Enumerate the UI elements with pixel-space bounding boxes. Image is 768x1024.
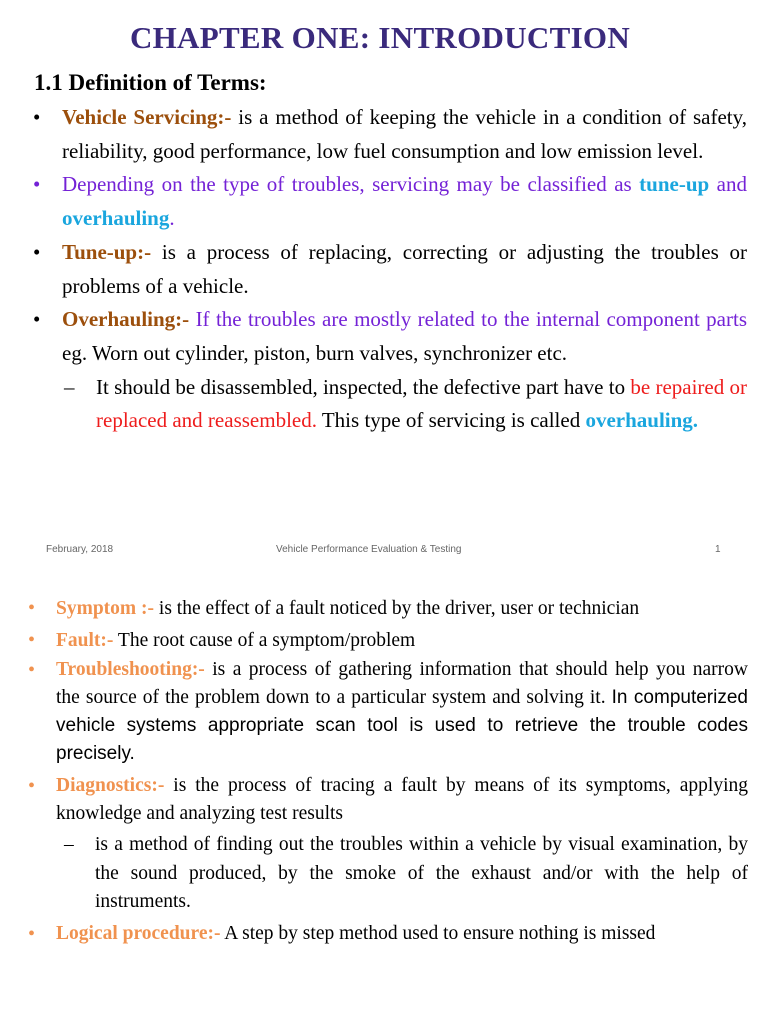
term-label: Tune-up:- xyxy=(62,239,152,264)
terms-list xyxy=(0,593,768,948)
bullet-logical-procedure xyxy=(0,920,768,948)
term-overhauling: overhauling xyxy=(62,206,170,231)
definition-text: is the process of tracing a fault by means of its symptoms, applying knowledge and analyzing test results xyxy=(56,775,748,824)
slide-footer xyxy=(0,544,768,558)
bullet-tune-up xyxy=(0,236,768,303)
definition-text: A step by step method used to ensure nothing is missed xyxy=(220,922,656,944)
bullet-troubleshooting xyxy=(0,656,768,768)
bullet-marker: • xyxy=(28,922,36,945)
bullet-symptom xyxy=(0,593,768,625)
definition-text: is the effect of a fault noticed by the driver, user or technician xyxy=(154,598,640,619)
bullet-marker: • xyxy=(33,105,41,129)
term-label: Logical procedure:- xyxy=(56,922,221,944)
term-label: Diagnostics:- xyxy=(56,775,165,796)
chapter-title: CHAPTER ONE: INTRODUCTION xyxy=(129,20,631,55)
bullet-marker: • xyxy=(33,307,41,332)
footer-page-number: 1 xyxy=(715,544,721,555)
dash-marker: – xyxy=(64,834,74,855)
term-label: Symptom :- xyxy=(56,598,155,619)
bullet-marker: • xyxy=(33,239,41,264)
definition-text: In computerized vehicle systems appropriate scan tool is used to retrieve the trouble codes precisely. xyxy=(56,687,748,764)
bullet-marker: • xyxy=(28,659,36,681)
bullet-marker: • xyxy=(28,597,36,619)
bullet-marker: • xyxy=(28,628,36,651)
definition-text: If the troubles are mostly related to the internal component parts xyxy=(189,307,747,332)
definition-text: The root cause of a symptom/problem xyxy=(113,629,416,651)
definition-text: is a method of finding out the troubles within a vehicle by visual examination, by the sound produced, by the smoke of the exhaust and/or with the help of instruments. xyxy=(95,834,748,912)
sub-bullet-overhauling xyxy=(0,371,768,438)
term-label: Troubleshooting:- xyxy=(56,659,205,680)
definition-text: is a process of replacing, correcting or adjusting the troubles or problems of a vehicle. xyxy=(62,239,747,298)
bullet-marker: • xyxy=(28,775,36,797)
term-label: Fault:- xyxy=(56,629,114,651)
bullet-vehicle-servicing xyxy=(0,101,768,168)
highlight-text: be repaired or replaced and reassembled. xyxy=(96,374,747,433)
definition-text: is a method of keeping the vehicle in a condition of safety, reliability, good performance, low fuel consumption and low emission level. xyxy=(62,105,747,163)
term-label: Vehicle Servicing:- xyxy=(62,105,232,129)
footer-title: Vehicle Performance Evaluation & Testing xyxy=(276,544,462,555)
definition-text: . xyxy=(169,206,175,231)
bullet-diagnostics xyxy=(0,772,768,828)
bullet-servicing-classification xyxy=(0,168,768,235)
definition-text: This type of servicing is called xyxy=(316,408,586,433)
bullet-overhauling xyxy=(0,303,768,370)
section-heading: 1.1 Definition of Terms: xyxy=(34,70,267,95)
definition-text: is a process of gathering information that should help you narrow the source of the problem down to a particular system and solving it. xyxy=(56,659,748,708)
term-label: Overhauling:- xyxy=(62,307,190,332)
bullet-marker: • xyxy=(33,172,41,197)
dash-marker: – xyxy=(64,374,75,399)
sub-bullet-diagnostics xyxy=(0,831,768,917)
bullet-fault xyxy=(0,625,768,657)
definition-text: and xyxy=(709,172,747,197)
definition-text: Depending on the type of troubles, servicing may be classified as xyxy=(62,172,640,197)
definition-text: It should be disassembled, inspected, the defective part have to xyxy=(96,374,631,399)
definitions-list xyxy=(0,101,768,438)
term-overhauling: overhauling. xyxy=(585,408,699,433)
term-tune-up: tune-up xyxy=(639,172,710,197)
footer-date: February, 2018 xyxy=(46,544,114,555)
definition-text: eg. Worn out cylinder, piston, burn valves, synchronizer etc. xyxy=(62,340,568,365)
